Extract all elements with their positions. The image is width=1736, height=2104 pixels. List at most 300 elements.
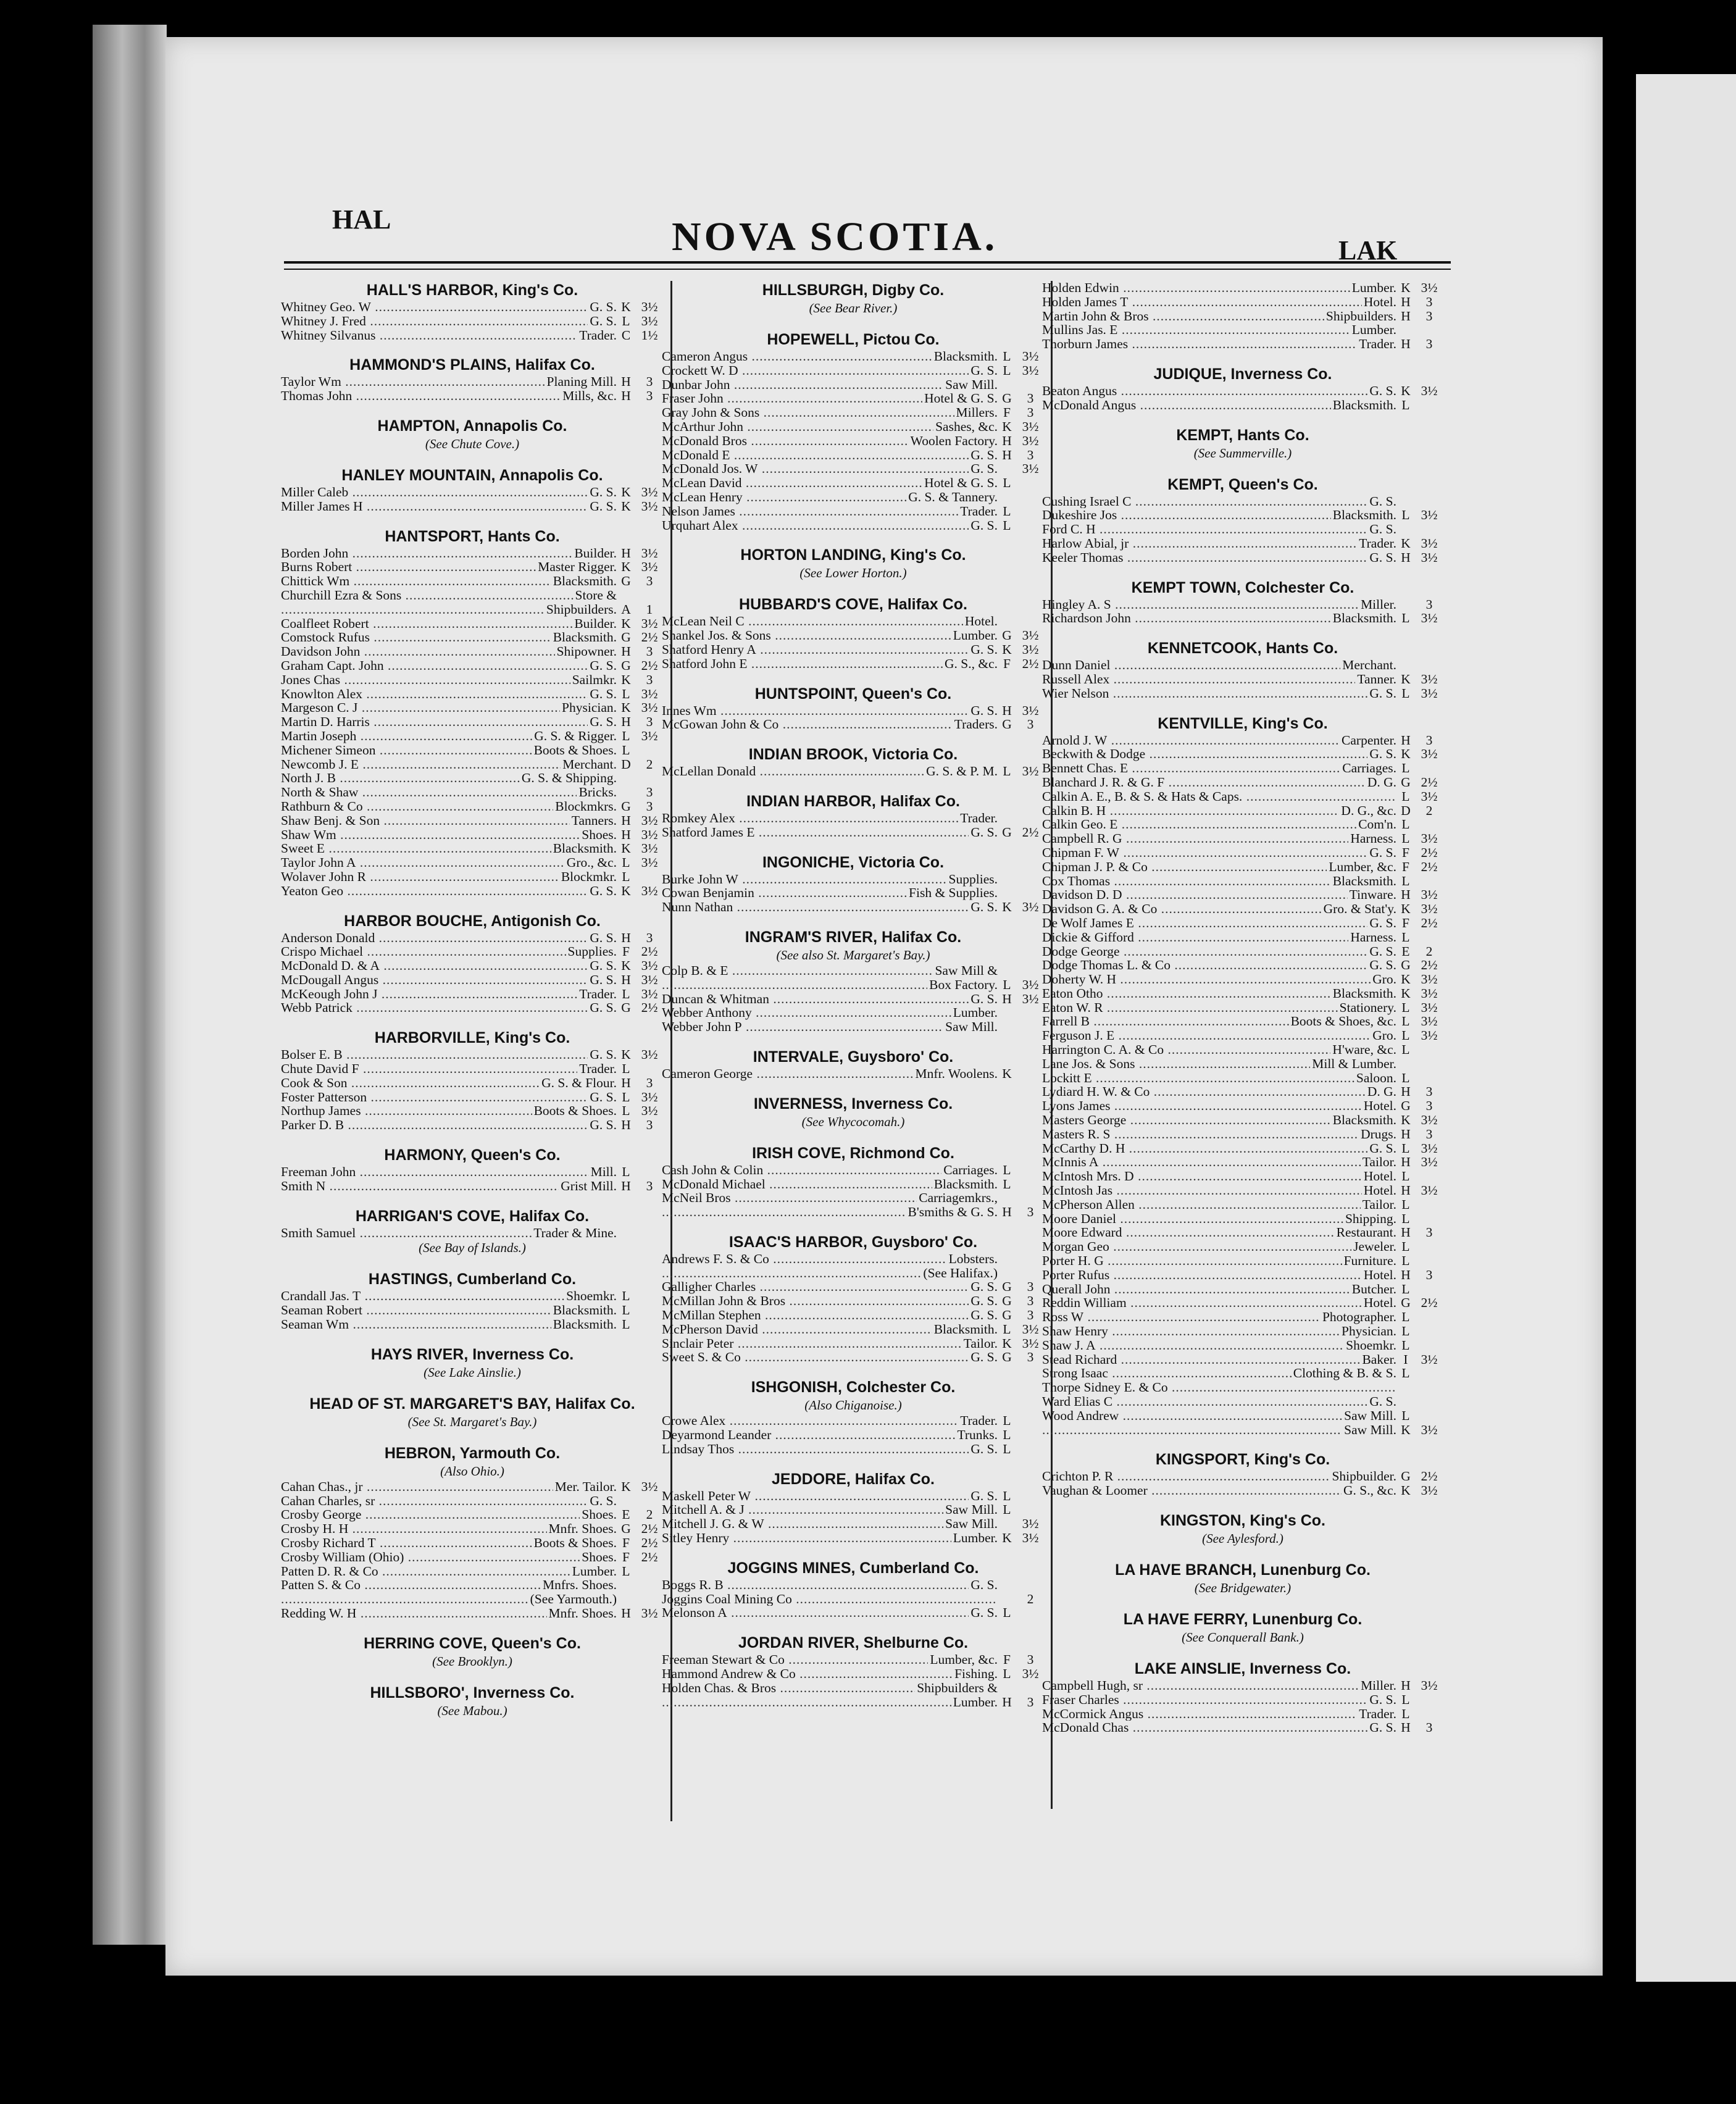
listing-business: G. S., &c.: [1343, 1483, 1396, 1498]
locality-heading: HARBOR BOUCHE, Antigonish Co.: [344, 912, 601, 930]
credit-rating: H: [621, 374, 631, 390]
listing-name: Shaw Wm .....: [281, 828, 580, 842]
listing-name: Maskell Peter W .....: [662, 1489, 969, 1503]
listing-business: Gro.: [1372, 972, 1396, 987]
listing-name: Sweet S. & Co .....: [662, 1350, 969, 1364]
capital-rating: 3½: [1421, 280, 1438, 295]
listing-name: [662, 1205, 906, 1219]
listing-row: [1042, 323, 1443, 337]
listing-row: [1042, 987, 1443, 1001]
capital-rating: [1415, 1366, 1443, 1380]
listing-name: Martin Joseph .....: [281, 729, 532, 743]
capital-rating: 3: [1425, 308, 1433, 324]
listing-business: Lumber, &c.: [1329, 859, 1396, 874]
capital-rating: 2: [1425, 943, 1433, 959]
capital-rating: [1415, 1324, 1443, 1338]
listing-business: Shoes.: [582, 1549, 617, 1564]
credit-rating: G: [1002, 1308, 1012, 1323]
listing-name: Hingley A. S .....: [1042, 598, 1359, 612]
credit-rating: [1396, 323, 1415, 337]
capital-rating: 3½: [1421, 383, 1438, 398]
listing-name: Chipman F. W .....: [1042, 846, 1367, 860]
capital-rating: 3½: [641, 313, 658, 328]
listing-name: Eaton Otho .....: [1042, 987, 1331, 1001]
listing-name: McMillan John & Bros .....: [662, 1294, 969, 1308]
credit-rating: L: [1401, 1140, 1410, 1156]
locality-heading: INGRAM'S RIVER, Halifax Co.: [745, 928, 962, 946]
capital-rating: [1415, 522, 1443, 536]
listing-business: Hotel & G. S.: [924, 391, 998, 406]
listing-name: Lindsay Thos .....: [662, 1442, 969, 1456]
listing-name: Thorpe Sidney E. & Co .....: [1042, 1380, 1395, 1395]
capital-rating: [1415, 1071, 1443, 1085]
listing-business: G. S.: [1369, 915, 1396, 930]
listing-business: Saw Mill.: [1344, 1422, 1396, 1437]
capital-rating: [1016, 1428, 1045, 1442]
directory-column-1: [281, 281, 664, 1733]
listing-name: Cox Thomas .....: [1042, 874, 1331, 888]
credit-rating: L: [1401, 831, 1410, 846]
capital-rating: [1415, 1057, 1443, 1071]
locality-section: [662, 928, 1045, 1034]
listing-row: [1042, 1380, 1443, 1395]
capital-rating: [1415, 1282, 1443, 1296]
locality-heading: IRISH COVE, Richmond Co.: [752, 1144, 954, 1162]
credit-rating: [998, 872, 1016, 887]
listing-business: Mnfr. Shoes.: [548, 1521, 617, 1537]
listing-row: [281, 1550, 664, 1564]
listing-name: Bennett Chas. E .....: [1042, 761, 1340, 775]
listing-business: D. G., &c.: [1341, 803, 1396, 818]
credit-rating: [1396, 522, 1415, 536]
capital-rating: [1016, 1252, 1045, 1266]
listing-row: [1042, 295, 1443, 309]
listing-name: Sweet E .....: [281, 841, 551, 856]
credit-rating: L: [1003, 475, 1011, 491]
cross-reference-note: (See Aylesford.): [1202, 1530, 1283, 1546]
capital-rating: 2: [646, 756, 653, 772]
capital-rating: 3½: [1022, 764, 1039, 779]
listing-row: [281, 1289, 664, 1303]
credit-rating: L: [1401, 1366, 1410, 1381]
listing-business: Miller.: [1361, 596, 1396, 612]
capital-rating: [1016, 811, 1045, 825]
locality-section: [662, 281, 1045, 317]
capital-rating: 3: [646, 1178, 653, 1193]
capital-rating: 3½: [641, 841, 658, 856]
credit-rating: H: [621, 545, 631, 561]
listing-name: Nelson James .....: [662, 504, 958, 519]
listing-business: B'smiths & G. S.: [908, 1204, 998, 1220]
listing-row: [1042, 817, 1443, 832]
listing-row: [281, 328, 664, 343]
credit-rating: G: [1401, 958, 1411, 973]
listing-row: [281, 1165, 664, 1179]
listing-name: Ward Elias C .....: [1042, 1395, 1367, 1409]
listing-business: Shipping.: [1345, 1211, 1396, 1226]
listing-row: [281, 1062, 664, 1076]
listing-name: Webb Patrick .....: [281, 1001, 588, 1015]
capital-rating: 2½: [641, 630, 658, 645]
locality-heading: HORTON LANDING, King's Co.: [740, 546, 966, 564]
capital-rating: [635, 1564, 664, 1579]
credit-rating: H: [1401, 732, 1411, 748]
listing-name: Martin John & Bros .....: [1042, 309, 1324, 324]
locality-section: [281, 1029, 664, 1132]
listing-business: Mill.: [590, 1164, 617, 1180]
locality-heading: INTERVALE, Guysboro' Co.: [753, 1048, 954, 1066]
listing-row: [1042, 281, 1443, 295]
capital-rating: 3½: [1421, 1028, 1438, 1043]
credit-rating: L: [1401, 1337, 1410, 1353]
credit-rating: L: [1003, 1502, 1011, 1517]
capital-rating: 3: [646, 785, 653, 800]
locality-section: [662, 792, 1045, 840]
listing-row: [662, 657, 1045, 671]
listing-business: Supplies.: [948, 871, 998, 887]
credit-rating: L: [1401, 1239, 1410, 1254]
listing-business: G. S.: [970, 517, 998, 533]
credit-rating: K: [1401, 1483, 1411, 1498]
listing-business: G. S.: [590, 958, 617, 974]
listing-row: [1042, 1085, 1443, 1099]
listing-business: Mnfrs. Shoes.: [542, 1577, 617, 1593]
credit-rating: [998, 1681, 1016, 1695]
listing-name: Thomas John .....: [281, 389, 561, 403]
listing-name: Redding W. H .....: [281, 1606, 547, 1621]
capital-rating: [1016, 504, 1045, 519]
listing-name: Jones Chas .....: [281, 673, 570, 687]
listing-row: [1042, 888, 1443, 902]
listing-business: Saw Mill.: [945, 1502, 998, 1517]
listing-name: Crosby George .....: [281, 1508, 580, 1522]
locality-section: [1042, 1511, 1443, 1547]
listing-business: G. S.: [1369, 549, 1396, 565]
credit-rating: H: [621, 1606, 631, 1621]
locality-section: [1042, 639, 1443, 700]
listing-business: G. S.: [1369, 943, 1396, 959]
capital-rating: [1016, 1442, 1045, 1456]
listing-business: G. S.: [970, 447, 998, 462]
locality-section: [662, 685, 1045, 732]
listing-name: Taylor John A .....: [281, 856, 565, 870]
capital-rating: [1016, 1191, 1045, 1205]
capital-rating: 2½: [1421, 845, 1438, 860]
listing-row: [662, 1266, 1045, 1280]
listing-business: Butcher.: [1351, 1281, 1396, 1296]
listing-name: Knowlton Alex .....: [281, 687, 588, 701]
credit-rating: L: [1401, 817, 1410, 832]
credit-rating: L: [1003, 1488, 1011, 1503]
listing-name: McLean David .....: [662, 476, 922, 490]
locality-heading: KEMPT, Hants Co.: [1176, 426, 1309, 444]
adjacent-page-edge: [1636, 74, 1736, 1982]
listing-row: [281, 856, 664, 870]
listing-name: Ross W .....: [1042, 1310, 1321, 1324]
listing-row: [662, 1191, 1045, 1205]
listing-row: [281, 1090, 664, 1104]
listing-row: [281, 973, 664, 987]
locality-section: [662, 853, 1045, 914]
listing-business: G. S.: [590, 714, 617, 730]
credit-rating: K: [1002, 1066, 1012, 1081]
credit-rating: [998, 1592, 1016, 1606]
locality-section: [281, 1270, 664, 1331]
listing-row: [281, 959, 664, 973]
credit-rating: G: [621, 574, 631, 589]
listing-name: Calkin Geo. E .....: [1042, 817, 1356, 832]
listing-business: Blacksmith.: [553, 841, 617, 856]
credit-rating: K: [621, 958, 631, 974]
capital-rating: 3½: [641, 1089, 658, 1104]
listing-business: G. S.: [590, 658, 617, 673]
listing-business: Drugs.: [1361, 1126, 1396, 1142]
listing-business: Boots & Shoes, &c.: [1290, 1014, 1396, 1029]
credit-rating: [617, 1592, 635, 1606]
listing-row: [662, 1294, 1045, 1308]
capital-rating: 2½: [1421, 1469, 1438, 1484]
listing-name: McDonald Chas .....: [1042, 1721, 1367, 1735]
header-rule: [284, 261, 1451, 270]
capital-rating: 3½: [641, 1606, 658, 1621]
listing-business: G. S.: [970, 1488, 998, 1503]
listing-row: [281, 743, 664, 758]
listing-name: McDonald Bros .....: [662, 434, 909, 448]
listing-row: [662, 1695, 1045, 1710]
credit-rating: K: [621, 616, 631, 631]
listing-row: [662, 490, 1045, 504]
listing-row: [1042, 761, 1443, 775]
listing-row: [1042, 1353, 1443, 1367]
listing-business: Saw Mill.: [945, 377, 998, 392]
listing-name: Freeman John .....: [281, 1165, 589, 1179]
locality-section: [662, 1634, 1045, 1709]
listing-business: (See Halifax.): [923, 1265, 998, 1280]
listing-business: Physician.: [1342, 1324, 1396, 1339]
listing-name: Farrell B .....: [1042, 1014, 1289, 1029]
listing-business: G. S.: [590, 686, 617, 701]
listing-business: G. S.: [970, 461, 998, 477]
listing-name: Foster Patterson .....: [281, 1090, 588, 1104]
listing-row: [662, 764, 1045, 779]
listing-business: Carpenter.: [1342, 732, 1396, 748]
credit-rating: L: [1003, 517, 1011, 533]
listing-name: McNeil Bros .....: [662, 1191, 917, 1205]
capital-rating: 3: [1425, 294, 1433, 309]
credit-rating: L: [1401, 1706, 1410, 1721]
listing-row: [281, 1317, 664, 1332]
listing-name: Davidson D. D .....: [1042, 888, 1348, 902]
listing-row: [662, 1489, 1045, 1503]
credit-rating: G: [1401, 1098, 1411, 1114]
capital-rating: 3: [1425, 732, 1433, 748]
listing-row: [281, 1048, 664, 1062]
listing-name: Beckwith & Dodge .....: [1042, 747, 1367, 761]
listing-row: [281, 931, 664, 945]
listing-business: Mnfr. Shoes.: [548, 1606, 617, 1621]
credit-rating: L: [622, 1288, 630, 1304]
listing-row: [1042, 309, 1443, 324]
listing-business: G. S.: [1369, 1692, 1396, 1707]
listing-row: [662, 1517, 1045, 1531]
locality-heading: KEMPT TOWN, Colchester Co.: [1131, 578, 1354, 596]
listing-row: [662, 1414, 1045, 1428]
listing-name: Keeler Thomas .....: [1042, 551, 1367, 565]
listing-row: [1042, 1099, 1443, 1113]
capital-rating: 3½: [641, 1479, 658, 1494]
listing-name: Richardson John .....: [1042, 611, 1331, 625]
listing-name: Crowe Alex .....: [662, 1414, 958, 1428]
listing-business: Lobsters.: [948, 1251, 998, 1266]
listing-name: McDonald Michael .....: [662, 1177, 932, 1192]
credit-rating: [998, 1006, 1016, 1020]
listing-row: [1042, 733, 1443, 748]
credit-rating: [617, 1494, 635, 1508]
capital-rating: 3½: [1022, 362, 1039, 378]
listing-row: [662, 462, 1045, 476]
locality-section: [1042, 365, 1443, 412]
capital-rating: 3: [1425, 1720, 1433, 1735]
listing-name: Sitley Henry .....: [662, 1531, 951, 1545]
credit-rating: K: [621, 672, 631, 687]
listing-row: [1042, 972, 1443, 987]
listing-name: McInnis A .....: [1042, 1155, 1361, 1169]
listing-row: [662, 476, 1045, 490]
listing-name: Parker D. B .....: [281, 1118, 588, 1132]
credit-rating: L: [1401, 1253, 1410, 1269]
credit-rating: L: [1401, 1692, 1410, 1707]
credit-rating: K: [1401, 383, 1411, 398]
capital-rating: 3: [646, 388, 653, 404]
listing-name: Comstock Rufus .....: [281, 630, 551, 645]
listing-row: [281, 574, 664, 588]
credit-rating: K: [1401, 280, 1411, 295]
capital-rating: 3½: [1421, 972, 1438, 987]
listing-row: [1042, 384, 1443, 398]
listing-row: [1042, 536, 1443, 551]
listing-row: [281, 987, 664, 1001]
listing-business: Planing Mill.: [546, 374, 617, 390]
listing-name: McIntosh Jas .....: [1042, 1184, 1362, 1198]
capital-rating: 3½: [1421, 611, 1438, 626]
listing-row: [1042, 775, 1443, 790]
listing-row: [281, 389, 664, 403]
credit-rating: H: [621, 644, 631, 659]
credit-rating: [998, 1266, 1016, 1280]
listing-row: [1042, 672, 1443, 687]
credit-rating: [998, 614, 1016, 628]
credit-rating: H: [1401, 308, 1411, 324]
listing-name: Doherty W. H .....: [1042, 972, 1371, 987]
credit-rating: L: [622, 1164, 630, 1180]
listing-business: Blacksmith.: [553, 630, 617, 645]
listing-business: Blacksmith.: [1332, 985, 1396, 1001]
listing-business: (See Yarmouth.): [530, 1592, 617, 1607]
capital-rating: 3½: [641, 484, 658, 499]
listing-name: Chittick Wm .....: [281, 574, 551, 588]
listing-row: [662, 1337, 1045, 1351]
listing-business: Carriagemkrs.,: [919, 1190, 998, 1206]
credit-rating: L: [622, 742, 630, 758]
capital-rating: [1415, 1395, 1443, 1409]
listing-name: Seaman Robert .....: [281, 1303, 551, 1317]
capital-rating: [1415, 658, 1443, 672]
listing-name: Whitney J. Fred .....: [281, 314, 588, 328]
locality-section: [281, 1146, 664, 1193]
credit-rating: A: [621, 601, 631, 617]
locality-section: [1042, 426, 1443, 462]
capital-rating: [635, 1317, 664, 1332]
listing-business: G. S.: [1369, 746, 1396, 762]
capital-rating: 3: [646, 672, 653, 687]
listing-row: [281, 884, 664, 898]
listing-row: [662, 434, 1045, 448]
credit-rating: [998, 490, 1016, 504]
listing-row: [281, 673, 664, 687]
listing-row: [1042, 1310, 1443, 1324]
credit-rating: G: [621, 1000, 631, 1016]
listing-name: Patten D. R. & Co .....: [281, 1564, 570, 1579]
locality-heading: KENNETCOOK, Hants Co.: [1147, 640, 1338, 658]
locality-heading: HUBBARD'S COVE, Halifax Co.: [739, 596, 967, 614]
credit-rating: H: [1401, 1183, 1411, 1198]
listing-name: McLean Henry .....: [662, 490, 906, 504]
listing-business: Hotel.: [1363, 1183, 1396, 1198]
capital-rating: [1415, 495, 1443, 509]
listing-row: [1042, 551, 1443, 565]
listing-name: Northup James .....: [281, 1104, 532, 1118]
listing-name: Strong Isaac .....: [1042, 1366, 1292, 1380]
capital-rating: 3½: [1421, 1483, 1438, 1498]
listing-row: [281, 1226, 664, 1240]
listing-business: Trunks.: [957, 1427, 998, 1443]
listing-row: [281, 1480, 664, 1494]
locality-section: [1042, 714, 1443, 1437]
listing-name: Shaw J. A .....: [1042, 1338, 1344, 1353]
listing-row: [1042, 846, 1443, 860]
locality-heading: HAYS RIVER, Inverness Co.: [370, 1345, 574, 1363]
capital-rating: 3½: [641, 728, 658, 743]
listing-row: [281, 814, 664, 828]
capital-rating: 3: [646, 798, 653, 814]
listing-name: Wolaver John R .....: [281, 870, 559, 884]
credit-rating: G: [1002, 1293, 1012, 1309]
capital-rating: 3½: [1421, 1677, 1438, 1693]
capital-rating: [1415, 1198, 1443, 1212]
locality-section: [281, 1444, 664, 1621]
listing-business: Blacksmith.: [933, 349, 998, 364]
locality-heading: HILLSBURGH, Digby Co.: [762, 282, 945, 299]
listing-business: G. S.: [970, 991, 998, 1006]
listing-name: Graham Capt. John .....: [281, 659, 588, 673]
listing-row: [1042, 1142, 1443, 1156]
credit-rating: K: [621, 484, 631, 499]
capital-rating: 2: [1027, 1591, 1034, 1606]
locality-heading: KINGSTON, King's Co.: [1160, 1511, 1325, 1529]
listing-name: McLellan Donald .....: [662, 764, 924, 779]
listing-name: McMillan Stephen .....: [662, 1308, 969, 1322]
listing-business: Store &: [575, 587, 617, 603]
locality-section: [1042, 1610, 1443, 1646]
listing-name: Moore Daniel .....: [1042, 1212, 1343, 1226]
listing-row: [1042, 1707, 1443, 1721]
credit-rating: L: [1003, 362, 1011, 378]
listing-name: Shatford Henry A .....: [662, 643, 969, 657]
listing-name: Cahan Charles, sr .....: [281, 1494, 588, 1508]
listing-business: Gro., &c.: [566, 855, 617, 870]
credit-rating: H: [1401, 549, 1411, 565]
listing-row: [1042, 1043, 1443, 1057]
